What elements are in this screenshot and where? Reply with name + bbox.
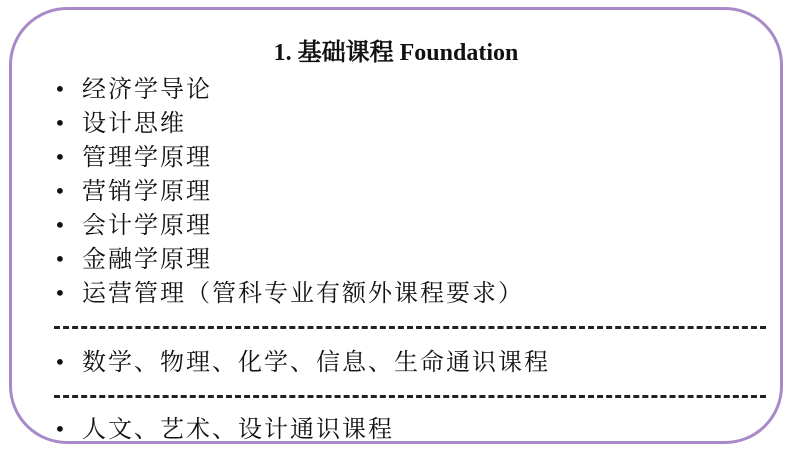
- bullet-icon: •: [54, 145, 68, 169]
- course-label: 数学、物理、化学、信息、生命通识课程: [82, 348, 550, 376]
- bullet-icon: •: [54, 77, 68, 101]
- list-item: [54, 242, 524, 276]
- list-item: [54, 345, 550, 379]
- bullet-icon: •: [54, 247, 68, 271]
- course-label: 人文、艺术、设计通识课程: [82, 415, 394, 443]
- list-item: [54, 174, 524, 208]
- course-label: 设计思维: [82, 109, 186, 137]
- foundation-card: [9, 7, 783, 444]
- list-item: [54, 72, 524, 106]
- core-course-list: [54, 72, 524, 310]
- list-item: [54, 106, 524, 140]
- list-item: [54, 276, 524, 310]
- bullet-icon: •: [54, 179, 68, 203]
- course-label: 会计学原理: [82, 211, 212, 239]
- course-label: 运营管理（管科专业有额外课程要求）: [82, 279, 524, 307]
- dashed-divider: [54, 395, 766, 398]
- course-label: 管理学原理: [82, 143, 212, 171]
- bullet-icon: •: [54, 350, 68, 374]
- bullet-icon: •: [54, 111, 68, 135]
- bullet-icon: •: [54, 417, 68, 441]
- course-label: 营销学原理: [82, 177, 212, 205]
- course-label: 金融学原理: [82, 245, 212, 273]
- bullet-icon: •: [54, 281, 68, 305]
- card-title: 1. 基础课程 Foundation: [273, 40, 519, 66]
- list-item: [54, 208, 524, 242]
- list-item: [54, 140, 524, 174]
- list-item: [54, 412, 394, 446]
- humanities-course-list: [54, 412, 394, 446]
- dashed-divider: [54, 326, 766, 329]
- science-course-list: [54, 345, 550, 379]
- course-label: 经济学导论: [82, 75, 212, 103]
- bullet-icon: •: [54, 213, 68, 237]
